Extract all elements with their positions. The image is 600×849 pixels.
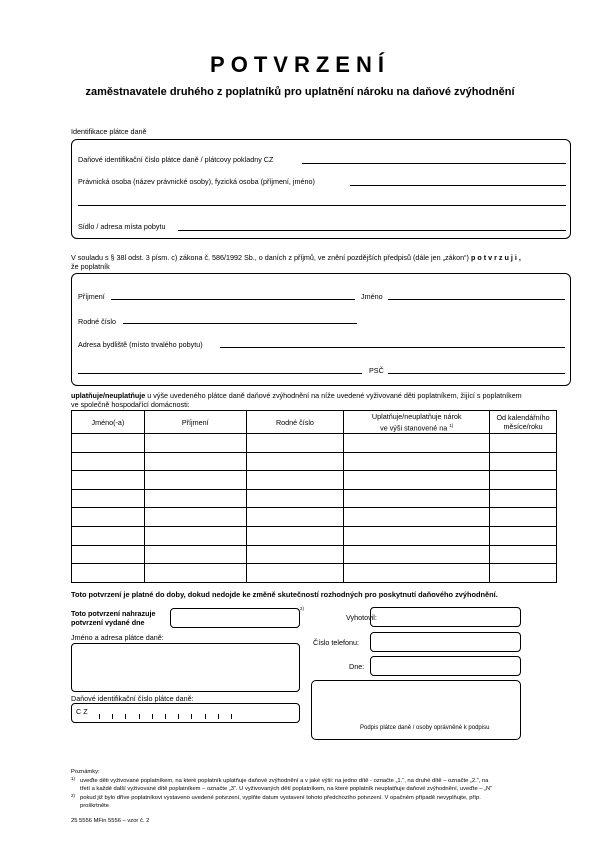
table-cell[interactable] [72,489,145,508]
digit-separator [191,714,192,719]
table-row [72,434,557,453]
table-cell[interactable] [72,564,145,583]
taxpayer-birth-number-field[interactable] [123,323,357,324]
page-subtitle: zaměstnavatele druhého z poplatníků pro uplatnění nároku na daňové zvýhodnění [85,86,515,98]
issuer-dic-label: Daňové identifikační číslo plátce daně: [71,694,194,703]
digit-separator [178,714,179,719]
replaces-footnote-marker: 2) [300,606,305,611]
table-cell[interactable] [144,564,246,583]
taxpayer-birth-number-label: Rodné číslo [78,317,116,326]
digit-separator [205,714,206,719]
digit-separator [125,714,126,719]
table-row [72,564,557,583]
payer-name-field-2[interactable] [78,205,566,206]
taxpayer-box [71,273,571,386]
table-cell[interactable] [72,434,145,453]
table-cell[interactable] [246,564,344,583]
table-cell[interactable] [144,508,246,527]
table-row [72,471,557,490]
table-cell[interactable] [144,471,246,490]
confirmation-line-2: že poplatník [71,262,110,271]
digit-separator [231,714,232,719]
payer-name-field[interactable] [350,185,566,186]
table-cell[interactable] [72,452,145,471]
table-header-row [72,411,557,434]
table-cell[interactable] [72,526,145,545]
table-cell[interactable] [144,434,246,453]
taxpayer-postcode-label: PSČ [369,366,384,375]
payer-address-label: Sídlo / adresa místa pobytu [78,222,166,231]
table-cell[interactable] [246,526,344,545]
issuer-name-address-label: Jméno a adresa plátce daně: [71,633,164,642]
table-cell[interactable] [246,434,344,453]
table-cell[interactable] [490,545,557,564]
issuer-dic-prefix: C Z [76,707,88,716]
digit-separator [165,714,166,719]
table-cell[interactable] [144,489,246,508]
taxpayer-address-label: Adresa bydliště (místo trvalého pobytu) [78,340,203,349]
confirmation-line-1: V souladu s § 38l odst. 3 písm. c) zákona č. 586/1992 Sb., o daních z příjmů, ve znění pozdějších předpisů (dále jen „zákon“) p o t v r z u j i , [71,253,521,262]
table-cell[interactable] [344,526,490,545]
column-header: Od kalendářního měsíce/roku [490,411,557,434]
table-row [72,526,557,545]
table-cell[interactable] [490,508,557,527]
column-header: Příjmení [144,411,246,434]
taxpayer-firstname-field[interactable] [388,299,565,300]
table-cell[interactable] [246,508,344,527]
table-cell[interactable] [344,545,490,564]
table-cell[interactable] [344,489,490,508]
taxpayer-address-field[interactable] [220,347,565,348]
table-cell[interactable] [246,545,344,564]
taxpayer-postcode-field[interactable] [388,373,565,374]
digit-separator [99,714,100,719]
table-cell[interactable] [144,452,246,471]
table-row [72,508,557,527]
table-cell[interactable] [490,452,557,471]
page-title: POTVRZENÍ [210,52,390,77]
table-cell[interactable] [490,526,557,545]
claim-line-1: uplatňuje/neuplatňuje u výše uvedeného plátce daně daňové zvýhodnění na níže uvedené vyživované děti poplatníkem, žijící s poplatníkem [71,391,522,400]
payer-name-label: Právnická osoba (název právnické osoby), fyzická osoba (příjmení, jméno) [78,177,315,186]
payer-dic-field[interactable] [302,163,566,164]
note-1-line-2: třetí a každé další vyživované dítě poplatníkem – označte „3“. U vyživovaných dětí poplatníkem, na které poplatník neuplatňuje daňové zvýhodnění, uveďte – „N“ [80,786,493,792]
taxpayer-address-field-2[interactable] [78,373,362,374]
payer-address-field[interactable] [178,230,566,231]
signature-box[interactable] [311,680,521,740]
notes-heading: Poznámky: [71,769,100,775]
note-2-line-2: proškrtněte [80,803,109,809]
column-header: Jméno(-a) [72,411,145,434]
table-cell[interactable] [246,471,344,490]
table-cell[interactable] [344,471,490,490]
table-cell[interactable] [490,489,557,508]
claim-line-2: ve společně hospodařící domácnosti: [71,400,190,409]
table-cell[interactable] [490,471,557,490]
date-field[interactable] [370,656,521,676]
table-cell[interactable] [490,434,557,453]
payer-dic-label: Daňové identifikační číslo plátce daně / plátcovy pokladny CZ [78,155,274,164]
issuer-dic-field[interactable] [71,703,300,723]
payer-section-heading: Identifikace plátce daně [71,127,147,136]
table-row [72,452,557,471]
table-cell[interactable] [144,526,246,545]
signature-label: Podpis plátce daně / osoby oprávněné k podpisu [360,725,490,731]
replaces-line-1: Toto potvrzení nahrazuje [71,609,156,618]
table-cell[interactable] [72,508,145,527]
note-2-line-1: pokud již bylo dříve poplatníkovi vystaveno uvedené potvrzení, vyplňte datum vystavení tohoto předchozího potvrzení. V opačném případě nevyplňujte, příp. [80,795,481,801]
note-1-line-1: uveďte děti vyživované poplatníkem, na které poplatník uplatňuje daňové zvýhodnění a v jaké výši: na jedno dítě - označte „1.“, na druhé dítě – označte „2.“, na [80,778,489,784]
taxpayer-firstname-label: Jméno [361,292,383,301]
replaces-date-field[interactable] [170,608,300,628]
digit-separator [218,714,219,719]
table-cell[interactable] [344,434,490,453]
table-row [72,545,557,564]
phone-label: Číslo telefonu: [313,638,359,647]
table-cell[interactable] [246,489,344,508]
table-cell[interactable] [344,508,490,527]
note-1-marker: 1) [71,776,76,781]
table-cell[interactable] [344,452,490,471]
replaces-line-2: potvrzení vydané dne [71,618,145,627]
children-table [71,410,557,583]
phone-field[interactable] [370,632,521,652]
table-cell[interactable] [344,564,490,583]
issuer-name-address-field[interactable] [71,643,300,692]
table-cell[interactable] [72,545,145,564]
column-header: Rodné číslo [246,411,344,434]
taxpayer-surname-field[interactable] [111,299,355,300]
column-header: Uplatňuje/neuplatňuje nárok ve výši stanovené na $^{1)}$ [344,411,490,434]
prepared-by-field[interactable] [370,607,521,627]
table-cell[interactable] [144,545,246,564]
digit-separator [139,714,140,719]
table-row [72,489,557,508]
validity-text: Toto potvrzení je platné do doby, dokud nedojde ke změně skutečností rozhodných pro poskytnutí daňového zvýhodnění. [71,590,498,599]
digit-separator [152,714,153,719]
digit-separator [112,714,113,719]
table-cell[interactable] [72,471,145,490]
date-label: Dne: [349,662,365,671]
form-code: 25 5556 MFin 5556 – vzor č. 2 [71,818,150,824]
table-cell[interactable] [246,452,344,471]
table-cell[interactable] [490,564,557,583]
prepared-by-label: Vyhotovil: [346,613,377,622]
note-2-marker: 2) [71,793,76,798]
taxpayer-surname-label: Příjmení [78,292,105,301]
